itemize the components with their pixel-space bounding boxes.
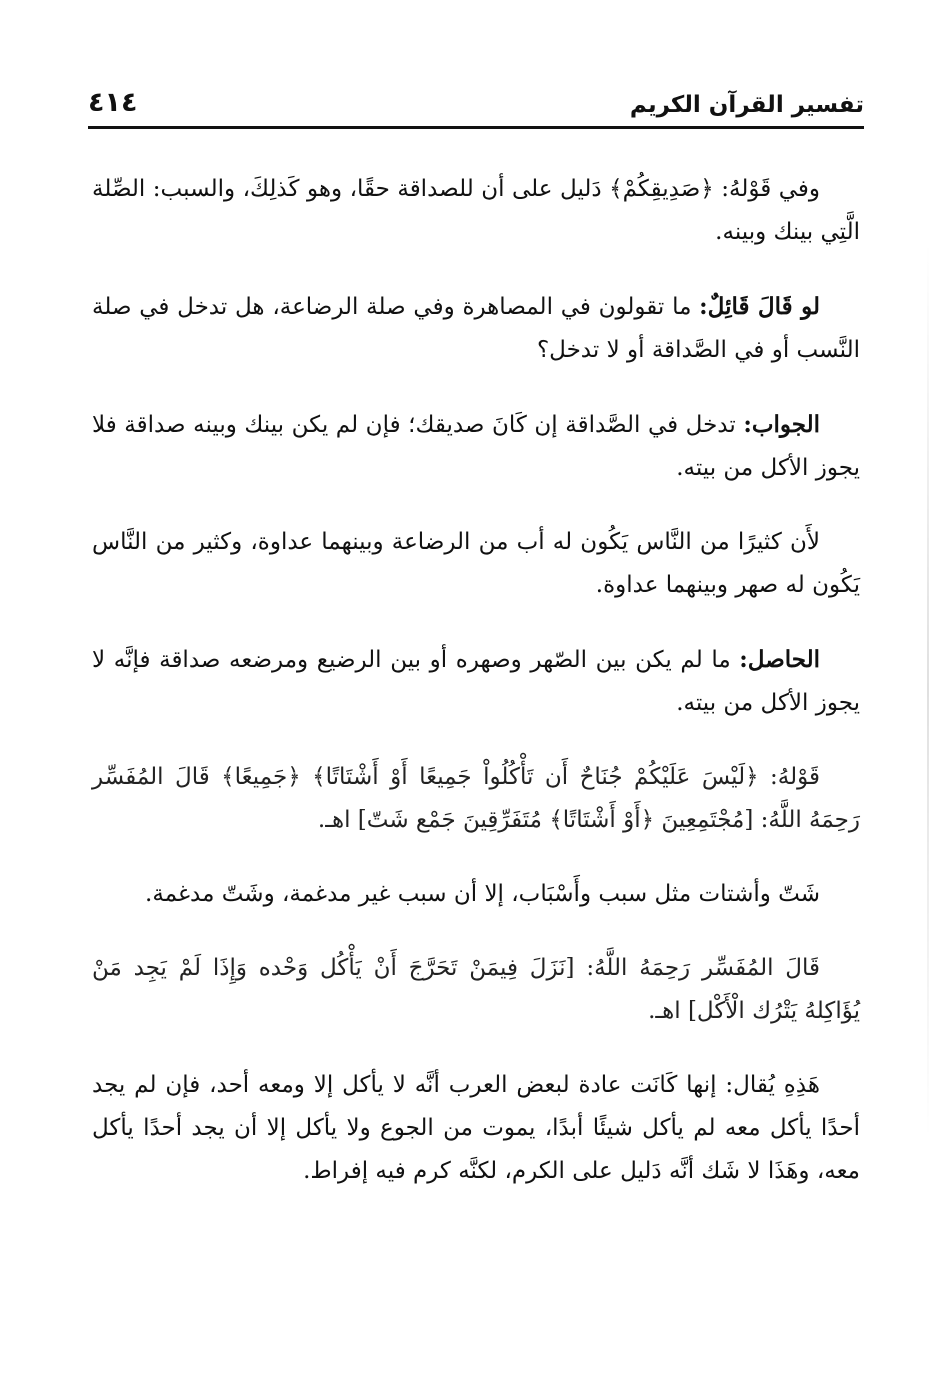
paragraph-text: ما تقولون في المصاهرة وفي صلة الرضاعة، هل تدخل في صلة النَّسب أو في الصَّداقة أو لا تدخل؟	[92, 294, 860, 363]
paragraph	[92, 168, 860, 254]
paragraph-text: شَتّ وأشتات مثل سبب وأَسْبَاب، إلا أن سبب غير مدغمة، وشَتّ مدغمة.	[145, 881, 820, 907]
paragraph	[92, 947, 860, 1033]
paragraph-text: ما لم يكن بين الصّهر وصهره أو بين الرضيع ومرضعه صداقة فإنَّه لا يجوز الأكل من بيته.	[92, 647, 860, 716]
paragraph-text: لأَن كثيرًا من النَّاس يَكُون له أب من الرضاعة وبينهما عداوة، وكثير من النَّاس يَكُون له صهر وبينهما عداوة.	[92, 529, 860, 598]
running-header	[88, 86, 864, 126]
paragraph	[92, 873, 860, 916]
paragraph	[92, 403, 860, 490]
paragraph-text: وفي قَوْلهُ: ﴿صَدِيقِكُمْ﴾ دَليل على أن للصداقة حقًا، وهو كَذلِكَ، والسبب: الصِّلة الَّتِي بينك وبينه.	[92, 176, 860, 245]
scan-edge-shadow	[927, 240, 929, 1140]
paragraph	[92, 521, 860, 607]
header-divider	[88, 126, 864, 129]
book-title: تفسير القرآن الكريم	[629, 92, 864, 118]
paragraph	[92, 756, 860, 842]
paragraph-text: هَذِهِ يُقال: إنها كَانَت عادة لبعض العرب أنَّه لا يأكل إلا ومعه أحد، فإن لم يجد أحدًا يأكل معه لم يأكل شيئًا أبدًا، يموت من الجوع ولا يأكل إلا أن يجد أحدًا يأكل معه، وهَذَا لا شَك أنَّه دَليل على الكرم، لكنَّه كرم فيه إفراط.	[92, 1072, 860, 1184]
paragraph-text: قَوْلهُ: ﴿لَيْسَ عَلَيْكُمْ جُنَاحٌ أَن تَأْكُلُواْ جَمِيعًا أَوْ أَشْتَاتًا﴾ ﴿جَمِيعًا﴾ قَالَ المُفَسِّر رَحِمَهُ اللَّهُ: [مُجْتَمِعِينَ ﴿أَوْ أَشْتَاتًا﴾ مُتَفَرِّقِينَ جَمْع شَتّ] اهـ.	[92, 764, 860, 833]
paragraph-lead: الحاصل:	[739, 646, 820, 673]
paragraph	[92, 285, 860, 372]
page-body	[92, 168, 860, 1224]
paragraph-text: قَالَ المُفَسِّر رَحِمَهُ اللَّهُ: [نَزَلَ فِيمَنْ تَحَرَّجَ أَنْ يَأْكُل وَحْده وَإِذَا لَمْ يَجِد مَنْ يُؤَاكِلهُ يَتْرُك الْأَكْل] اهـ.	[92, 955, 860, 1024]
paragraph	[92, 638, 860, 725]
paragraph	[92, 1064, 860, 1193]
paragraph-lead: الجواب:	[743, 411, 820, 438]
paragraph-lead: لو قَالَ قَائِلٌ:	[699, 293, 820, 320]
page-number: ٤١٤	[88, 87, 138, 118]
paragraph-text: تدخل في الصَّداقة إن كَانَ صديقك؛ فإن لم يكن بينك وبينه صداقة فلا يجوز الأكل من بيته.	[92, 412, 860, 481]
